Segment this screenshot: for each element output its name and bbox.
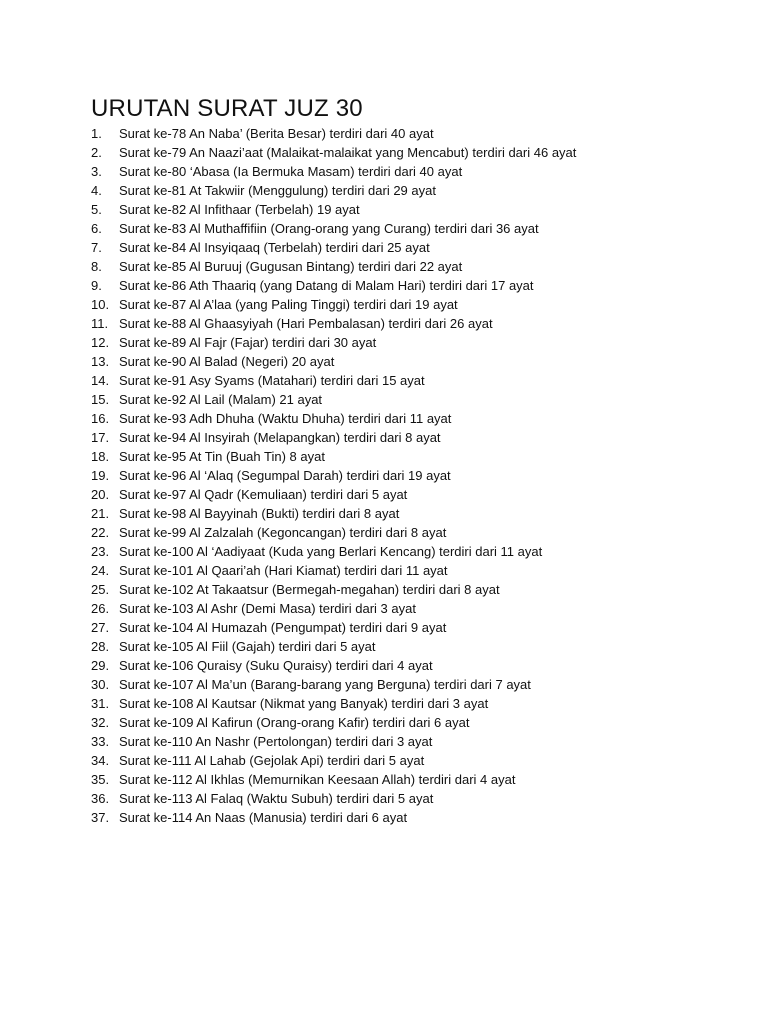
- list-item-number: 7.: [91, 240, 102, 255]
- list-item-number: 6.: [91, 221, 102, 236]
- list-item-number: 10.: [91, 297, 110, 312]
- list-item-number: 11.: [91, 316, 109, 331]
- list-item-text: Surat ke-101 Al Qaari’ah (Hari Kiamat) terdiri dari 11 ayat: [119, 563, 448, 578]
- list-item-number: 17.: [91, 430, 110, 445]
- list-item: [91, 162, 576, 181]
- list-item: [91, 561, 576, 580]
- list-item-text: Surat ke-93 Adh Dhuha (Waktu Dhuha) terdiri dari 11 ayat: [119, 411, 452, 426]
- list-item-number: 19.: [91, 468, 110, 483]
- list-item-number: 27.: [91, 620, 110, 635]
- list-item: [91, 181, 576, 200]
- list-item-text: Surat ke-94 Al Insyirah (Melapangkan) terdiri dari 8 ayat: [119, 430, 441, 445]
- list-item-number: 14.: [91, 373, 110, 388]
- list-item: [91, 675, 576, 694]
- list-item: [91, 352, 576, 371]
- list-item: [91, 238, 576, 257]
- list-item: [91, 390, 576, 409]
- list-item: [91, 732, 576, 751]
- list-item: [91, 523, 576, 542]
- list-item: [91, 276, 576, 295]
- list-item-number: 23.: [91, 544, 110, 559]
- list-item-number: 13.: [91, 354, 110, 369]
- list-item: [91, 428, 576, 447]
- list-item: [91, 789, 576, 808]
- list-item-text: Surat ke-92 Al Lail (Malam) 21 ayat: [119, 392, 323, 407]
- list-item-text: Surat ke-90 Al Balad (Negeri) 20 ayat: [119, 354, 335, 369]
- list-item-number: 24.: [91, 563, 110, 578]
- list-item-number: 20.: [91, 487, 110, 502]
- list-item-number: 16.: [91, 411, 110, 426]
- list-item-text: Surat ke-106 Quraisy (Suku Quraisy) terdiri dari 4 ayat: [119, 658, 433, 673]
- list-item: [91, 200, 576, 219]
- list-item-text: Surat ke-111 Al Lahab (Gejolak Api) terdiri dari 5 ayat: [119, 753, 425, 768]
- list-item: [91, 618, 576, 637]
- list-item: [91, 314, 576, 333]
- list-item-number: 5.: [91, 202, 102, 217]
- list-item: [91, 466, 576, 485]
- list-item-number: 3.: [91, 164, 102, 179]
- list-item-number: 2.: [91, 145, 102, 160]
- list-item: [91, 124, 576, 143]
- list-item: [91, 504, 576, 523]
- list-item-text: Surat ke-97 Al Qadr (Kemuliaan) terdiri dari 5 ayat: [119, 487, 408, 502]
- list-item-number: 22.: [91, 525, 110, 540]
- list-item-number: 36.: [91, 791, 110, 806]
- list-item-text: Surat ke-79 An Naazi’aat (Malaikat-malaikat yang Mencabut) terdiri dari 46 ayat: [119, 145, 577, 160]
- list-item-text: Surat ke-107 Al Ma’un (Barang-barang yang Berguna) terdiri dari 7 ayat: [119, 677, 531, 692]
- list-item: [91, 542, 576, 561]
- surah-list: [91, 124, 576, 827]
- list-item-number: 15.: [91, 392, 110, 407]
- list-item-text: Surat ke-82 Al Infithaar (Terbelah) 19 ayat: [119, 202, 360, 217]
- list-item-text: Surat ke-108 Al Kautsar (Nikmat yang Banyak) terdiri dari 3 ayat: [119, 696, 489, 711]
- list-item-number: 25.: [91, 582, 110, 597]
- list-item-text: Surat ke-84 Al Insyiqaaq (Terbelah) terdiri dari 25 ayat: [119, 240, 430, 255]
- list-item-number: 30.: [91, 677, 110, 692]
- list-item-number: 28.: [91, 639, 110, 654]
- list-item: [91, 808, 576, 827]
- list-item-number: 21.: [91, 506, 110, 521]
- list-item: [91, 599, 576, 618]
- list-item-text: Surat ke-86 Ath Thaariq (yang Datang di Malam Hari) terdiri dari 17 ayat: [119, 278, 534, 293]
- list-item-text: Surat ke-104 Al Humazah (Pengumpat) terdiri dari 9 ayat: [119, 620, 447, 635]
- list-item: [91, 257, 576, 276]
- list-item-text: Surat ke-89 Al Fajr (Fajar) terdiri dari 30 ayat: [119, 335, 377, 350]
- list-item-number: 31.: [91, 696, 110, 711]
- list-item-text: Surat ke-88 Al Ghaasyiyah (Hari Pembalasan) terdiri dari 26 ayat: [119, 316, 493, 331]
- list-item-number: 18.: [91, 449, 110, 464]
- list-item-text: Surat ke-78 An Naba’ (Berita Besar) terdiri dari 40 ayat: [119, 126, 434, 141]
- list-item: [91, 371, 576, 390]
- document-title: URUTAN SURAT JUZ 30: [91, 95, 363, 122]
- list-item: [91, 219, 576, 238]
- list-item: [91, 485, 576, 504]
- list-item-text: Surat ke-105 Al Fiil (Gajah) terdiri dari 5 ayat: [119, 639, 376, 654]
- list-item: [91, 713, 576, 732]
- list-item-text: Surat ke-109 Al Kafirun (Orang-orang Kafir) terdiri dari 6 ayat: [119, 715, 470, 730]
- list-item: [91, 143, 576, 162]
- list-item: [91, 751, 576, 770]
- list-item-text: Surat ke-81 At Takwiir (Menggulung) terdiri dari 29 ayat: [119, 183, 436, 198]
- list-item-number: 4.: [91, 183, 102, 198]
- list-item-text: Surat ke-95 At Tin (Buah Tin) 8 ayat: [119, 449, 325, 464]
- list-item-number: 34.: [91, 753, 110, 768]
- list-item-number: 32.: [91, 715, 110, 730]
- list-item-number: 9.: [91, 278, 102, 293]
- list-item-text: Surat ke-98 Al Bayyinah (Bukti) terdiri dari 8 ayat: [119, 506, 400, 521]
- list-item: [91, 580, 576, 599]
- list-item: [91, 637, 576, 656]
- list-item-number: 12.: [91, 335, 110, 350]
- list-item-text: Surat ke-87 Al A’laa (yang Paling Tinggi) terdiri dari 19 ayat: [119, 297, 458, 312]
- list-item-number: 26.: [91, 601, 110, 616]
- list-item-text: Surat ke-113 Al Falaq (Waktu Subuh) terdiri dari 5 ayat: [119, 791, 434, 806]
- list-item-text: Surat ke-103 Al Ashr (Demi Masa) terdiri dari 3 ayat: [119, 601, 416, 616]
- list-item-text: Surat ke-80 ‘Abasa (Ia Bermuka Masam) terdiri dari 40 ayat: [119, 164, 463, 179]
- list-item-text: Surat ke-83 Al Muthaffifiin (Orang-orang yang Curang) terdiri dari 36 ayat: [119, 221, 539, 236]
- list-item-number: 37.: [91, 810, 110, 825]
- list-item-text: Surat ke-91 Asy Syams (Matahari) terdiri dari 15 ayat: [119, 373, 425, 388]
- list-item: [91, 770, 576, 789]
- list-item: [91, 694, 576, 713]
- list-item: [91, 656, 576, 675]
- list-item-number: 29.: [91, 658, 110, 673]
- list-item: [91, 409, 576, 428]
- list-item-text: Surat ke-99 Al Zalzalah (Kegoncangan) terdiri dari 8 ayat: [119, 525, 447, 540]
- list-item: [91, 333, 576, 352]
- list-item: [91, 447, 576, 466]
- list-item-text: Surat ke-96 Al ‘Alaq (Segumpal Darah) terdiri dari 19 ayat: [119, 468, 451, 483]
- list-item-number: 33.: [91, 734, 110, 749]
- list-item-text: Surat ke-85 Al Buruuj (Gugusan Bintang) terdiri dari 22 ayat: [119, 259, 463, 274]
- list-item-number: 1.: [91, 126, 102, 141]
- list-item-text: Surat ke-114 An Naas (Manusia) terdiri dari 6 ayat: [119, 810, 408, 825]
- list-item-number: 35.: [91, 772, 110, 787]
- list-item-text: Surat ke-102 At Takaatsur (Bermegah-megahan) terdiri dari 8 ayat: [119, 582, 500, 597]
- list-item: [91, 295, 576, 314]
- list-item-text: Surat ke-100 Al ‘Aadiyaat (Kuda yang Berlari Kencang) terdiri dari 11 ayat: [119, 544, 543, 559]
- list-item-number: 8.: [91, 259, 102, 274]
- list-item-text: Surat ke-110 An Nashr (Pertolongan) terdiri dari 3 ayat: [119, 734, 433, 749]
- list-item-text: Surat ke-112 Al Ikhlas (Memurnikan Keesaan Allah) terdiri dari 4 ayat: [119, 772, 516, 787]
